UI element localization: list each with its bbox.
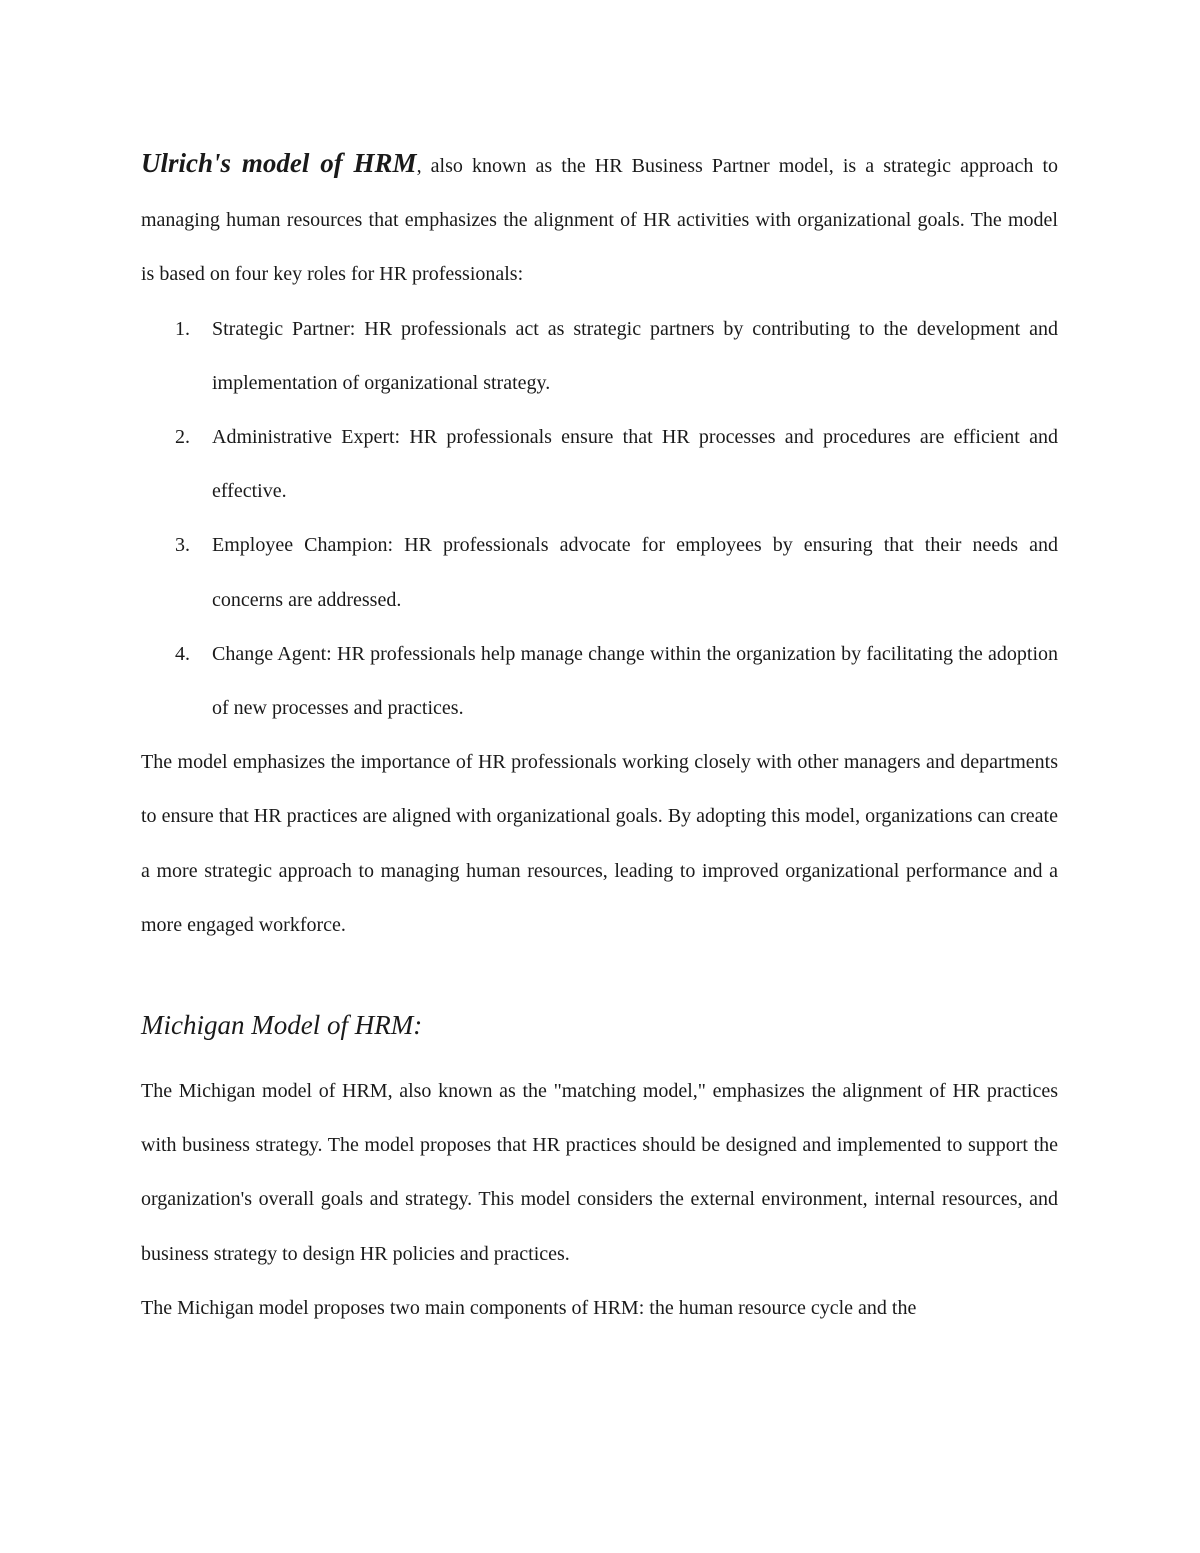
ulrich-intro-text: , also known as the HR Business Partner model, is a strategic approach to managing human resources that emphasizes the alignment of HR activities with organizational goals. The model is based on four key roles for HR professionals: <box>141 155 1059 286</box>
roles-list <box>141 302 1058 736</box>
michigan-paragraph-1: The Michigan model of HRM, also known as the "matching model," emphasizes the alignment of HR practices with business strategy. The model proposes that HR practices should be designed and implemented to support the organization's overall goals and strategy. This model considers the external environment, internal resources, and business strategy to design HR policies and practices. <box>141 1080 1058 1265</box>
list-item-number: 4. <box>175 642 190 665</box>
list-item <box>141 627 1058 735</box>
list-item-text: Change Agent: HR professionals help manage change within the organization by facilitating the adoption of new processes and practices. <box>212 642 1058 720</box>
list-item-text: Employee Champion: HR professionals advocate for employees by ensuring that their needs and concerns are addressed. <box>212 534 1058 611</box>
list-item-text: Administrative Expert: HR professionals ensure that HR processes and procedures are efficient and effective. <box>212 426 1058 503</box>
list-item-number: 1. <box>175 317 190 340</box>
list-item <box>141 302 1058 410</box>
list-item-text: Strategic Partner: HR professionals act as strategic partners by contributing to the development and implementation of organizational strategy. <box>212 317 1058 394</box>
ulrich-conclusion-paragraph: The model emphasizes the importance of HR professionals working closely with other managers and departments to ensure that HR practices are aligned with organizational goals. By adopting this model, organizations can create a more strategic approach to managing human resources, leading to improved organizational performance and a more engaged workforce. <box>141 751 1058 936</box>
list-item-number: 3. <box>175 534 190 557</box>
ulrich-title: Ulrich's model of HRM <box>141 148 417 178</box>
document-page <box>141 136 1058 1335</box>
list-item <box>141 518 1058 626</box>
ulrich-intro-paragraph <box>141 136 1058 302</box>
michigan-heading: Michigan Model of HRM: <box>141 1010 423 1041</box>
list-item <box>141 410 1058 518</box>
section-gap <box>141 952 1058 998</box>
list-item-number: 2. <box>175 426 190 449</box>
michigan-paragraph-2: The Michigan model proposes two main components of HRM: the human resource cycle and the <box>141 1296 917 1319</box>
heading-gap <box>141 1052 1058 1064</box>
